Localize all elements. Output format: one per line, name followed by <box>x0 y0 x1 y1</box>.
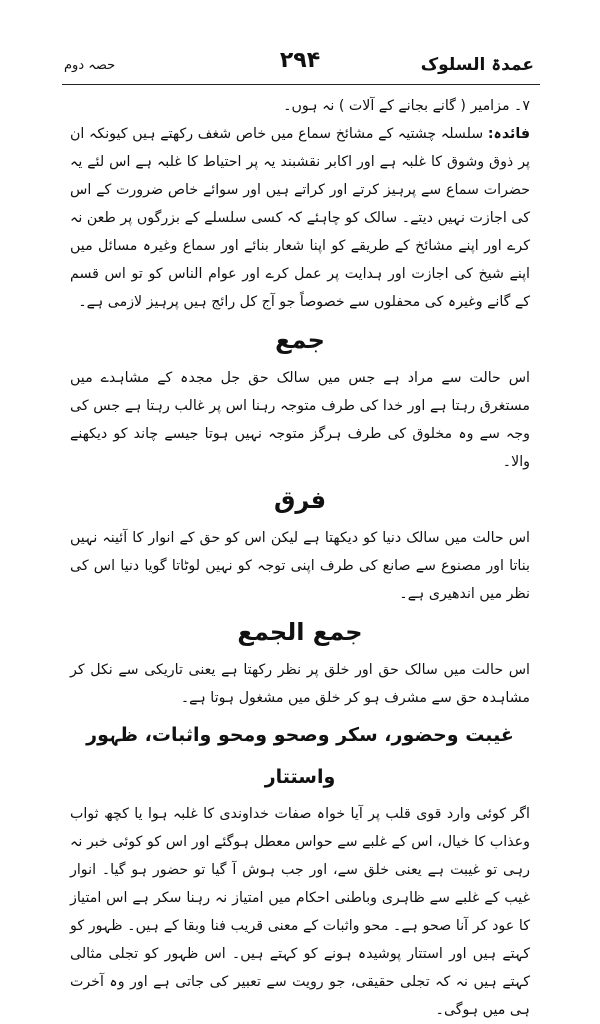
farq-heading: فرق <box>273 486 327 514</box>
fayda-label: فائدہ: <box>487 126 530 142</box>
part-label: حصہ دوم <box>64 58 116 73</box>
fayda-text: سلسلہ چشتیہ کے مشائخ سماع میں خاص شغف رکھتے ہیں کیونکہ ان پر ذوق وشوق کا غلبہ ہے اور اکابر نقشبند یہ پر احتیاط کا غلبہ ہے اس لئے یہ حضرات سماع سے پرہیز کرتے اور کراتے ہیں اور سوائے خاص ضرورت کے اس کی اجازت نہیں دیتے۔ سالک کو چاہئے کہ کسی سلسلے کے بزرگوں پر طعن نہ کرے اور اپنے مشائخ کے طریقے کو اپنا شعار بنائے اور سماع وغیرہ مسائل میں اپنے شیخ کی اجازت اور ہدایت پر عمل کرے اور عوام الناس کو تو اس قسم کے گانے وغیرہ کی محفلوں سے خصوصاً جو آج کل رائج ہیں پرہیز لازمی ہے۔ <box>70 126 530 310</box>
jama-heading: جمع <box>275 326 325 354</box>
jama-text: اس حالت سے مراد ہے جس میں سالک حق جل مجدہ کے مشاہدے میں مستغرق رہتا ہے اور خدا کی طرف متوجہ رہنا اس پر غالب رہتا ہے جس کی وجہ سے وہ مخلوق کی طرف ہرگز متوجہ نہیں ہوتا جیسے چاند کو دیکھنے والا۔ <box>70 370 530 470</box>
page-body <box>70 92 530 1024</box>
farq-text: اس حالت میں سالک دنیا کو دیکھتا ہے لیکن اس کو حق کے انوار کا آئینہ نہیں بناتا اور مصنوع سے صانع کی طرف اپنی توجہ کو نہیں لوٹاتا گویا دنیا اس کی نظر میں اندھیری ہے۔ <box>70 530 530 602</box>
page-number: ۲۹۴ <box>279 48 321 73</box>
page-header <box>60 46 540 82</box>
ghaibat-heading: غیبت وحضور، سکر وصحو ومحو واثبات، ظہور واستتار <box>86 724 514 788</box>
book-title: عمدۃ السلوک <box>420 55 534 75</box>
header-rule <box>62 84 540 85</box>
jama-ul-jama-heading: جمع الجمع <box>237 618 363 646</box>
intro-item: ۷۔ مزامیر ( گانے بجانے کے آلات ) نہ ہوں۔ <box>283 98 530 114</box>
ghaibat-text: اگر کوئی وارد قوی قلب پر آیا خواہ صفات خداوندی کا غلبہ ہوا یا کچھ ثواب وعذاب کا خیال، اس کے غلبے سے حواس معطل ہوگئے اور اس کو کوئی خبر نہ رہی تو غیبت ہے یعنی خلق سے، اور جب ہوش آ گیا تو حضور ہو گیا۔ انوار غیب کے غلبے سے ظاہری وباطنی احکام میں امتیاز نہ رہنا سکر ہے اس امتیاز کا عود کر آنا صحو ہے۔ محو واثبات کے معنی قریب فنا وبقا کے ہیں۔ ظہور کو کہتے ہیں اور استتار پوشیدہ ہونے کو کہتے ہیں۔ اس ظہور کو تجلی مثالی کہتے ہیں نہ کہ تجلی حقیقی، جو رویت سے تعبیر کی جاتی ہے اور وہ آخرت ہی میں ہوگی۔ <box>70 806 530 1018</box>
fayda-paragraph <box>70 120 530 316</box>
jama-ul-jama-text: اس حالت میں سالک حق اور خلق پر نظر رکھتا ہے یعنی تاریکی سے نکل کر مشاہدہ حق سے مشرف ہو کر خلق میں مشغول ہوتا ہے۔ <box>70 662 530 706</box>
